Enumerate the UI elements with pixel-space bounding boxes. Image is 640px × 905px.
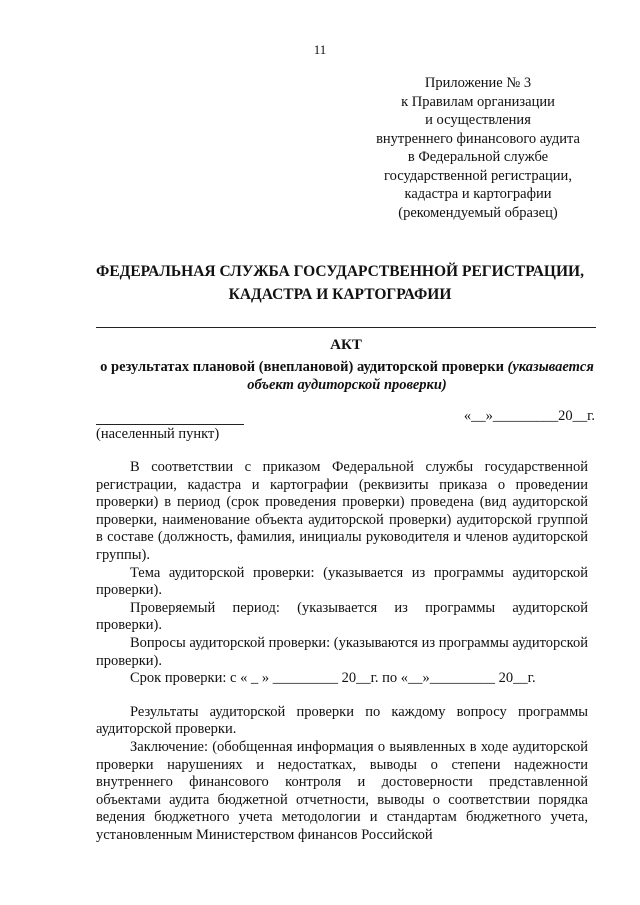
paragraph-period: Проверяемый период: (указывается из программы аудиторской проверки).: [96, 599, 588, 634]
page-number: 11: [313, 42, 327, 57]
appendix-line: государственной регистрации,: [384, 167, 572, 184]
paragraph-results: Результаты аудиторской проверки по каждому вопросу программы аудиторской проверки.: [96, 703, 588, 738]
act-title: АКТ: [330, 337, 362, 353]
organization-line-2: КАДАСТРА И КАРТОГРАФИИ: [228, 286, 452, 303]
appendix-header: [350, 74, 606, 222]
act-body: [96, 459, 588, 844]
appendix-line: внутреннего финансового аудита: [376, 130, 580, 147]
organization-divider: [96, 327, 596, 328]
appendix-line: в Федеральной службе: [407, 149, 549, 165]
place-blank-line: [96, 424, 244, 425]
place-label: (населенный пункт): [96, 426, 220, 442]
paragraph-basis: В соответствии с приказом Федеральной службы государственной регистрации, кадастра и картографии (реквизиты приказа о проведении проверки) в период (срок проведения проверки) проведена (вид аудиторской проверки, наименование объекта аудиторской проверки) аудиторской группой в составе (должность, фамилия, инициалы руководителя и членов аудиторской группы).: [96, 459, 588, 563]
act-subtitle: [92, 358, 602, 394]
act-subtitle-main: о результатах плановой (внеплановой) аудиторской проверки: [100, 359, 508, 375]
paragraph-conclusion: Заключение: (обобщенная информация о выявленных в ходе аудиторской проверки нарушениях и недостатках, выводы о степени надежности внутреннего финансового контроля и достоверности представленной объектами аудита бюджетной отчетности, выводы о соответствии порядка ведения бюджетного учета методологии и стандартам бюджетного учета, установленным Министерством финансов Российской: [96, 738, 588, 843]
organization-title: [60, 260, 620, 306]
appendix-line: к Правилам организации: [401, 93, 555, 110]
appendix-line: кадастра и картографии: [404, 186, 552, 202]
act-subtitle-note: (указывается объект аудиторской проверки): [247, 359, 594, 393]
appendix-line: и осуществления: [425, 112, 531, 128]
paragraph-questions: Вопросы аудиторской проверки: (указываются из программы аудиторской проверки).: [96, 634, 588, 669]
act-date: «__»_________20__г.: [463, 408, 595, 424]
paragraph-term: Срок проверки: с « _ » _________ 20__г. по «__»_________ 20__г.: [130, 670, 536, 687]
appendix-line: (рекомендуемый образец): [398, 204, 558, 221]
paragraph-topic: Тема аудиторской проверки: (указывается из программы аудиторской проверки).: [96, 564, 588, 599]
organization-line-1: ФЕДЕРАЛЬНАЯ СЛУЖБА ГОСУДАРСТВЕННОЙ РЕГИСТРАЦИИ,: [96, 263, 584, 280]
appendix-line: Приложение № 3: [424, 75, 532, 91]
